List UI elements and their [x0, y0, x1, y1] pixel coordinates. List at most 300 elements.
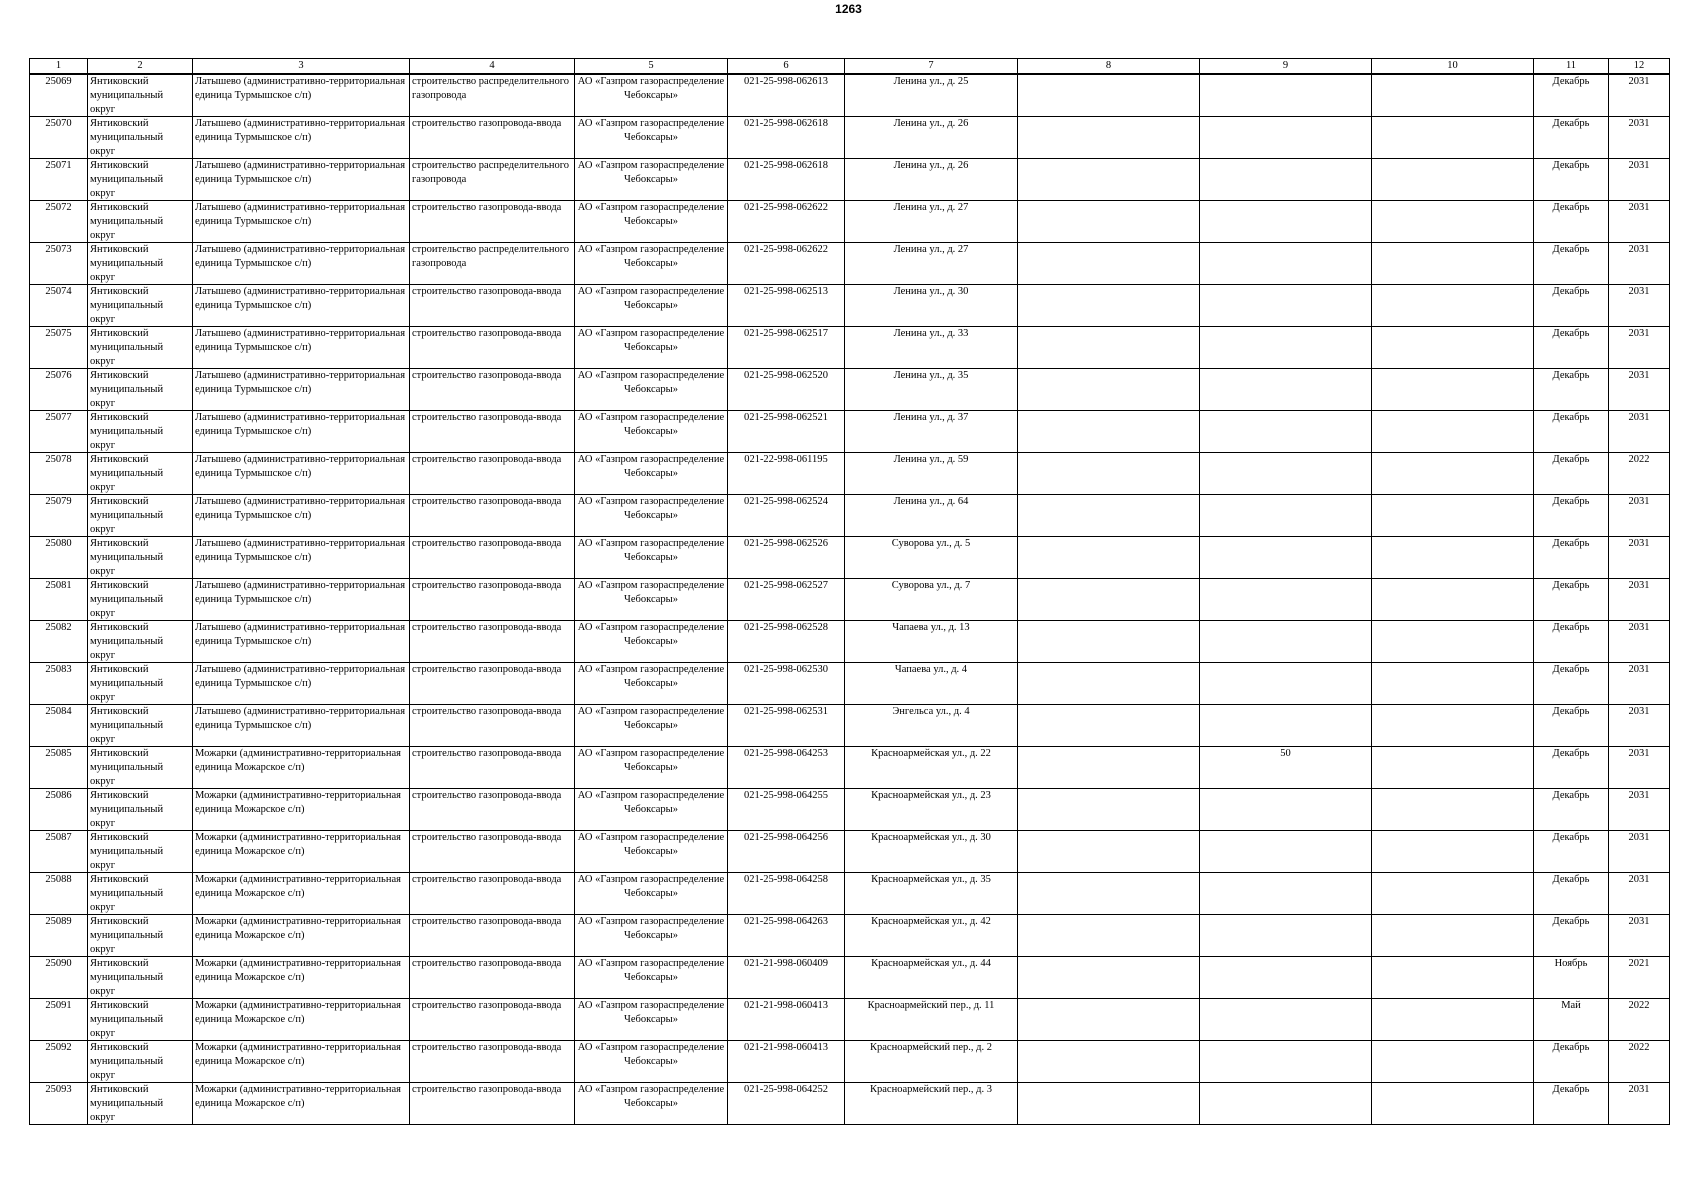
cell-text: 2031: [1628, 622, 1650, 633]
table-cell: [1200, 621, 1372, 663]
cell-text: [1202, 411, 1369, 452]
table-cell: [1018, 1083, 1200, 1125]
cell-text: [1020, 369, 1197, 410]
table-cell: [193, 327, 410, 369]
table-cell: [1018, 831, 1200, 873]
cell-text: Декабрь: [1552, 916, 1590, 927]
table-cell: [1609, 621, 1670, 663]
cell-text: Янтиковский муниципальный округ: [90, 118, 164, 157]
table-cell: [1200, 789, 1372, 831]
table-cell: [1018, 999, 1200, 1041]
table-cell: [845, 369, 1018, 411]
cell-text: [1202, 201, 1369, 242]
table-cell: [30, 663, 88, 705]
cell-text: строительство газопровода-ввода: [412, 706, 562, 717]
column-header: 8: [1018, 59, 1200, 75]
table-cell: [30, 201, 88, 243]
table-cell: [1372, 117, 1534, 159]
table-cell: [1018, 789, 1200, 831]
cell-text: [1374, 789, 1531, 830]
cell-text: Латышево (административно-территориальная единица Турмышское с/п): [195, 622, 406, 647]
table-cell: [30, 327, 88, 369]
cell-text: строительство газопровода-ввода: [412, 580, 562, 591]
table-cell: [30, 285, 88, 327]
cell-text: Декабрь: [1552, 580, 1590, 591]
table-cell: [1372, 1041, 1534, 1083]
table-cell: [1534, 327, 1609, 369]
table-cell: [845, 285, 1018, 327]
table-cell: [1534, 915, 1609, 957]
cell-text: АО «Газпром газораспределение Чебоксары»: [577, 76, 725, 101]
table-cell: [845, 957, 1018, 999]
cell-text: 25092: [45, 1042, 72, 1053]
cell-text: Янтиковский муниципальный округ: [90, 76, 164, 115]
cell-text: [1020, 579, 1197, 620]
cell-text: Можарки (административно-территориальная единица Можарское с/п): [195, 874, 401, 899]
cell-text: 021-25-998-064256: [744, 832, 828, 843]
table-cell: [575, 621, 728, 663]
cell-text: Красноармейская ул., д. 22: [871, 748, 991, 759]
table-cell: [30, 411, 88, 453]
cell-text: [1374, 915, 1531, 956]
cell-text: Красноармейская ул., д. 35: [871, 874, 991, 885]
table-cell: [410, 789, 575, 831]
cell-text: [1374, 411, 1531, 452]
table-cell: [728, 915, 845, 957]
table-cell: [1534, 1041, 1609, 1083]
cell-text: 25078: [45, 454, 72, 465]
table-cell: [845, 159, 1018, 201]
table-cell: [728, 411, 845, 453]
table-cell: [1534, 789, 1609, 831]
cell-text: 25082: [45, 622, 72, 633]
cell-text: АО «Газпром газораспределение Чебоксары»: [577, 1000, 725, 1025]
table-cell: [30, 1041, 88, 1083]
table-cell: [728, 74, 845, 117]
table-cell: [88, 705, 193, 747]
cell-text: 2031: [1628, 244, 1650, 255]
cell-text: 25091: [45, 1000, 72, 1011]
table-cell: [1534, 705, 1609, 747]
cell-text: Декабрь: [1552, 118, 1590, 129]
cell-text: Май: [1561, 1000, 1581, 1011]
table-cell: [30, 74, 88, 117]
table-cell: [88, 579, 193, 621]
table-cell: [410, 873, 575, 915]
table-cell: [410, 369, 575, 411]
table-cell: [193, 621, 410, 663]
column-header: 6: [728, 59, 845, 75]
table-cell: [1534, 74, 1609, 117]
table-cell: [845, 327, 1018, 369]
table-cell: [410, 663, 575, 705]
cell-text: строительство газопровода-ввода: [412, 202, 562, 213]
table-cell: [575, 74, 728, 117]
table-cell: [1018, 243, 1200, 285]
table-cell: [410, 705, 575, 747]
cell-text: [1020, 873, 1197, 914]
cell-text: 2022: [1628, 1042, 1650, 1053]
cell-text: 021-21-998-060413: [744, 1042, 828, 1053]
table-cell: [728, 369, 845, 411]
table-cell: [845, 747, 1018, 789]
cell-text: АО «Газпром газораспределение Чебоксары»: [577, 454, 725, 479]
cell-text: Декабрь: [1552, 1042, 1590, 1053]
cell-text: 021-25-998-064253: [744, 748, 828, 759]
table-cell: [1609, 537, 1670, 579]
cell-text: [1020, 957, 1197, 998]
cell-text: строительство газопровода-ввода: [412, 496, 562, 507]
cell-text: [1374, 957, 1531, 998]
table-cell: [1609, 705, 1670, 747]
cell-text: Можарки (административно-территориальная единица Можарское с/п): [195, 958, 401, 983]
cell-text: Янтиковский муниципальный округ: [90, 664, 164, 703]
cell-text: 2031: [1628, 160, 1650, 171]
cell-text: [1374, 873, 1531, 914]
table-cell: [1018, 453, 1200, 495]
cell-text: Декабрь: [1552, 748, 1590, 759]
table-cell: [410, 411, 575, 453]
cell-text: 021-25-998-064263: [744, 916, 828, 927]
table-row: [30, 74, 1670, 117]
table-cell: [1018, 1041, 1200, 1083]
cell-text: Декабрь: [1552, 286, 1590, 297]
table-cell: [30, 159, 88, 201]
cell-text: 2031: [1628, 286, 1650, 297]
table-cell: [845, 201, 1018, 243]
table-cell: [1200, 873, 1372, 915]
cell-text: [1020, 201, 1197, 242]
cell-text: 021-25-998-062530: [744, 664, 828, 675]
cell-text: [1020, 915, 1197, 956]
cell-text: 2031: [1628, 118, 1650, 129]
table-cell: [1609, 663, 1670, 705]
cell-text: строительство газопровода-ввода: [412, 622, 562, 633]
table-row: [30, 411, 1670, 453]
table-cell: [1200, 747, 1372, 789]
cell-text: 021-25-998-062524: [744, 496, 828, 507]
cell-text: Латышево (административно-территориальная единица Турмышское с/п): [195, 160, 406, 185]
table-row: [30, 537, 1670, 579]
cell-text: 2031: [1628, 412, 1650, 423]
cell-text: 2031: [1628, 538, 1650, 549]
table-cell: [1372, 705, 1534, 747]
table-cell: [193, 411, 410, 453]
table-cell: [193, 369, 410, 411]
table-cell: [193, 999, 410, 1041]
table-row: [30, 663, 1670, 705]
table-cell: [88, 201, 193, 243]
table-cell: [1609, 285, 1670, 327]
cell-text: Декабрь: [1552, 706, 1590, 717]
cell-text: 25074: [45, 286, 72, 297]
cell-text: АО «Газпром газораспределение Чебоксары»: [577, 538, 725, 563]
cell-text: строительство распределительного газопровода: [412, 76, 570, 101]
cell-text: 2031: [1628, 1084, 1650, 1095]
table-cell: [88, 453, 193, 495]
table-cell: [1200, 411, 1372, 453]
cell-text: 25085: [45, 748, 72, 759]
table-cell: [575, 705, 728, 747]
table-cell: [1018, 621, 1200, 663]
table-row: [30, 873, 1670, 915]
cell-text: 25090: [45, 958, 72, 969]
cell-text: строительство газопровода-ввода: [412, 1000, 562, 1011]
cell-text: строительство газопровода-ввода: [412, 916, 562, 927]
cell-text: Янтиковский муниципальный округ: [90, 790, 164, 829]
cell-text: [1202, 1083, 1369, 1124]
table-cell: [88, 117, 193, 159]
table-cell: [1200, 999, 1372, 1041]
cell-text: [1374, 159, 1531, 200]
cell-text: строительство газопровода-ввода: [412, 118, 562, 129]
cell-text: [1202, 915, 1369, 956]
table-cell: [1609, 411, 1670, 453]
cell-text: 021-21-998-060409: [744, 958, 828, 969]
table-cell: [575, 579, 728, 621]
table-cell: [1534, 201, 1609, 243]
cell-text: [1202, 327, 1369, 368]
table-cell: [728, 495, 845, 537]
table-cell: [728, 1041, 845, 1083]
table-cell: [1018, 537, 1200, 579]
cell-text: [1202, 1041, 1369, 1082]
table-row: [30, 327, 1670, 369]
table-cell: [410, 831, 575, 873]
table-cell: [88, 747, 193, 789]
table-cell: [1372, 999, 1534, 1041]
cell-text: 021-25-998-062527: [744, 580, 828, 591]
cell-text: строительство газопровода-ввода: [412, 664, 562, 675]
cell-text: Ленина ул., д. 26: [893, 160, 969, 171]
cell-text: 25080: [45, 538, 72, 549]
table-cell: [193, 705, 410, 747]
table-cell: [30, 915, 88, 957]
cell-text: Янтиковский муниципальный округ: [90, 1000, 164, 1039]
table-cell: [1609, 579, 1670, 621]
table-cell: [193, 453, 410, 495]
table-cell: [30, 1083, 88, 1125]
cell-text: Янтиковский муниципальный округ: [90, 622, 164, 661]
cell-text: Красноармейская ул., д. 44: [871, 958, 991, 969]
table-cell: [1534, 663, 1609, 705]
cell-text: Янтиковский муниципальный округ: [90, 202, 164, 241]
cell-text: Декабрь: [1552, 1084, 1590, 1095]
table-cell: [575, 369, 728, 411]
cell-text: 021-25-998-062526: [744, 538, 828, 549]
cell-text: АО «Газпром газораспределение Чебоксары»: [577, 916, 725, 941]
cell-text: [1374, 327, 1531, 368]
cell-text: [1374, 243, 1531, 284]
column-header: 3: [193, 59, 410, 75]
cell-text: АО «Газпром газораспределение Чебоксары»: [577, 832, 725, 857]
table-cell: [1200, 915, 1372, 957]
cell-text: 021-25-998-064258: [744, 874, 828, 885]
table-cell: [1018, 159, 1200, 201]
cell-text: строительство газопровода-ввода: [412, 538, 562, 549]
table-cell: [410, 999, 575, 1041]
cell-text: строительство газопровода-ввода: [412, 286, 562, 297]
table-cell: [88, 789, 193, 831]
cell-text: 2031: [1628, 370, 1650, 381]
table-row: [30, 831, 1670, 873]
table-cell: [88, 411, 193, 453]
table-cell: [1200, 453, 1372, 495]
table-cell: [410, 747, 575, 789]
cell-text: [1202, 495, 1369, 536]
cell-text: Латышево (административно-территориальная единица Турмышское с/п): [195, 412, 406, 437]
table-cell: [1200, 1041, 1372, 1083]
cell-text: 2031: [1628, 496, 1650, 507]
cell-text: 2031: [1628, 832, 1650, 843]
table-cell: [1200, 1083, 1372, 1125]
table-cell: [1534, 537, 1609, 579]
cell-text: [1020, 1083, 1197, 1124]
cell-text: Ленина ул., д. 25: [893, 76, 969, 87]
cell-text: 021-25-998-064252: [744, 1084, 828, 1095]
cell-text: строительство газопровода-ввода: [412, 1042, 562, 1053]
table-row: [30, 999, 1670, 1041]
table-cell: [410, 117, 575, 159]
table-cell: [845, 915, 1018, 957]
cell-text: Можарки (административно-территориальная единица Можарское с/п): [195, 1084, 401, 1109]
table-cell: [1534, 579, 1609, 621]
cell-text: 25088: [45, 874, 72, 885]
table-cell: [1534, 873, 1609, 915]
cell-text: АО «Газпром газораспределение Чебоксары»: [577, 202, 725, 227]
table-cell: [1609, 831, 1670, 873]
cell-text: 021-25-998-062618: [744, 118, 828, 129]
cell-text: АО «Газпром газораспределение Чебоксары»: [577, 874, 725, 899]
table-cell: [575, 789, 728, 831]
cell-text: [1202, 789, 1369, 830]
table-cell: [845, 117, 1018, 159]
table-cell: [193, 117, 410, 159]
cell-text: [1374, 453, 1531, 494]
table-cell: [845, 789, 1018, 831]
table-cell: [1534, 621, 1609, 663]
cell-text: Янтиковский муниципальный округ: [90, 244, 164, 283]
table-cell: [728, 873, 845, 915]
cell-text: 2021: [1628, 958, 1650, 969]
cell-text: Янтиковский муниципальный округ: [90, 454, 164, 493]
table-cell: [1200, 285, 1372, 327]
cell-text: [1020, 789, 1197, 830]
table-cell: [1018, 369, 1200, 411]
table-cell: [575, 663, 728, 705]
table-cell: [193, 957, 410, 999]
table-cell: [1372, 747, 1534, 789]
cell-text: строительство газопровода-ввода: [412, 328, 562, 339]
cell-text: Красноармейский пер., д. 3: [870, 1084, 992, 1095]
table-cell: [1200, 201, 1372, 243]
cell-text: строительство распределительного газопровода: [412, 244, 570, 269]
cell-text: Янтиковский муниципальный округ: [90, 496, 164, 535]
table-cell: [1018, 705, 1200, 747]
cell-text: 25086: [45, 790, 72, 801]
cell-text: строительство распределительного газопровода: [412, 160, 570, 185]
cell-text: [1374, 705, 1531, 746]
table-row: [30, 579, 1670, 621]
table-cell: [1609, 369, 1670, 411]
cell-text: 2031: [1628, 706, 1650, 717]
cell-text: [1202, 243, 1369, 284]
table-cell: [728, 1083, 845, 1125]
cell-text: строительство газопровода-ввода: [412, 370, 562, 381]
cell-text: [1374, 663, 1531, 704]
cell-text: Ноябрь: [1554, 958, 1588, 969]
table-cell: [30, 789, 88, 831]
table-row: [30, 747, 1670, 789]
table-cell: [728, 705, 845, 747]
table-cell: [1200, 74, 1372, 117]
cell-text: [1374, 369, 1531, 410]
cell-text: [1202, 537, 1369, 578]
cell-text: Можарки (административно-территориальная единица Можарское с/п): [195, 790, 401, 815]
table-cell: [1372, 1083, 1534, 1125]
table-cell: [1534, 453, 1609, 495]
cell-text: Янтиковский муниципальный округ: [90, 538, 164, 577]
header-row: [30, 59, 1670, 75]
table-cell: [728, 831, 845, 873]
cell-text: 021-25-998-062622: [744, 202, 828, 213]
table-cell: [728, 999, 845, 1041]
cell-text: Ленина ул., д. 37: [893, 412, 969, 423]
cell-text: Можарки (административно-территориальная единица Можарское с/п): [195, 748, 401, 773]
cell-text: Ленина ул., д. 35: [893, 370, 969, 381]
cell-text: 2031: [1628, 580, 1650, 591]
table-body: [30, 74, 1670, 1125]
table-cell: [88, 495, 193, 537]
cell-text: Латышево (административно-территориальная единица Турмышское с/п): [195, 664, 406, 689]
table-cell: [1018, 663, 1200, 705]
table-cell: [1609, 74, 1670, 117]
cell-text: Ленина ул., д. 30: [893, 286, 969, 297]
cell-text: 2031: [1628, 328, 1650, 339]
table-cell: [1609, 243, 1670, 285]
table-cell: [845, 243, 1018, 285]
table-cell: [410, 159, 575, 201]
table-cell: [88, 663, 193, 705]
cell-text: Декабрь: [1552, 664, 1590, 675]
cell-text: Декабрь: [1552, 832, 1590, 843]
table-row: [30, 621, 1670, 663]
cell-text: Янтиковский муниципальный округ: [90, 1084, 164, 1123]
table-cell: [88, 327, 193, 369]
table-cell: [410, 453, 575, 495]
table-cell: [845, 621, 1018, 663]
table-cell: [1200, 243, 1372, 285]
table-cell: [88, 999, 193, 1041]
cell-text: Декабрь: [1552, 454, 1590, 465]
cell-text: Чапаева ул., д. 13: [892, 622, 970, 633]
table-cell: [1018, 957, 1200, 999]
table-cell: [845, 495, 1018, 537]
cell-text: [1020, 411, 1197, 452]
table-cell: [1534, 159, 1609, 201]
cell-text: Ленина ул., д. 27: [893, 202, 969, 213]
cell-text: Декабрь: [1552, 412, 1590, 423]
table-cell: [1018, 327, 1200, 369]
table-row: [30, 495, 1670, 537]
table-cell: [1200, 495, 1372, 537]
cell-text: Декабрь: [1552, 370, 1590, 381]
cell-text: Ленина ул., д. 33: [893, 328, 969, 339]
cell-text: Латышево (административно-территориальная единица Турмышское с/п): [195, 580, 406, 605]
table-cell: [410, 201, 575, 243]
cell-text: Латышево (административно-территориальная единица Турмышское с/п): [195, 202, 406, 227]
cell-text: Красноармейский пер., д. 2: [870, 1042, 992, 1053]
